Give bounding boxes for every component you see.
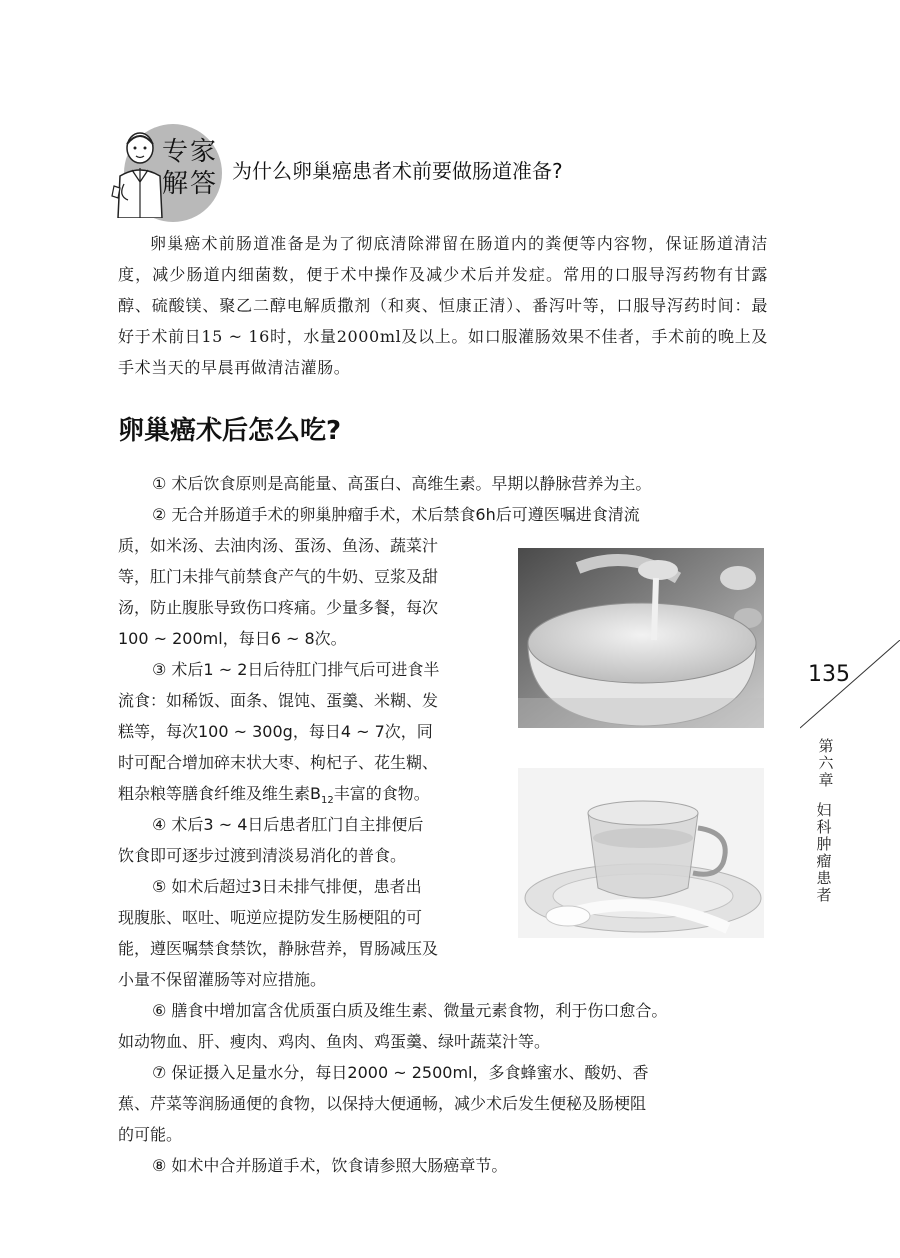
item-5-line: 小量不保留灌肠等对应措施。 bbox=[118, 970, 327, 989]
item-5-line: ⑤ 如术后超过3日未排气排便，患者出 bbox=[152, 877, 422, 896]
item-3-line: ③ 术后1 ~ 2日后待肛门排气后可进食半 bbox=[152, 660, 440, 679]
item-1 bbox=[152, 468, 651, 499]
item-4 bbox=[118, 809, 423, 871]
item-8-line: ⑧ 如术中合并肠道手术，饮食请参照大肠癌章节。 bbox=[152, 1156, 508, 1175]
intro-paragraph: 卵巢癌术前肠道准备是为了彻底清除滞留在肠道内的粪便等内容物，保证肠道清洁度，减少肠道内细菌数，便于术中操作及减少术后并发症。常用的口服导泻药物有甘露醇、硫酸镁、聚乙二醇电解质撒剂（和爽、恒康正清）、番泻叶等，口服导泻药时间：最好于术前日15 ~ 16时，水量2000ml及以上。如口服灌肠效果不佳者，手术前的晚上及手术当天的早晨再做清洁灌肠。 bbox=[118, 234, 768, 377]
item-3-line: 糕等，每次100 ~ 300g，每日4 ~ 7次，同 bbox=[118, 722, 433, 741]
honey-water-cup-photo bbox=[518, 768, 764, 938]
page-number: 135 bbox=[808, 662, 850, 687]
item-2-line: 等，肛门未排气前禁食产气的牛奶、豆浆及甜 bbox=[118, 567, 439, 586]
item-6-line: 如动物血、肝、瘦肉、鸡肉、鱼肉、鸡蛋羹、绿叶蔬菜汁等。 bbox=[118, 1032, 551, 1051]
item-4-line: 饮食即可逐步过渡到清淡易消化的普食。 bbox=[118, 846, 407, 865]
item-3-last-a: 粗杂粮等膳食纤维及维生素 bbox=[118, 784, 311, 803]
vitamin-b: B bbox=[310, 784, 321, 803]
item-5 bbox=[118, 871, 438, 995]
item-4-line: ④ 术后3 ~ 4日后患者肛门自主排便后 bbox=[152, 815, 424, 834]
item-3-line: 流食：如稀饭、面条、馄饨、蛋羹、米糊、发 bbox=[118, 691, 439, 710]
item-6 bbox=[118, 995, 667, 1057]
item-2-line: 汤，防止腹胀导致伤口疼痛。少量多餐，每次 bbox=[118, 598, 439, 617]
section-heading: 卵巢癌术后怎么吃? bbox=[118, 416, 342, 446]
item-7 bbox=[118, 1057, 648, 1150]
rice-paste-bowl-photo bbox=[518, 548, 764, 728]
chapter-label: 第六章 bbox=[818, 737, 834, 789]
doctor-icon bbox=[110, 126, 170, 218]
item-7-line: 的可能。 bbox=[118, 1125, 183, 1144]
item-3 bbox=[118, 654, 439, 816]
item-3-last-c: 丰富的食物。 bbox=[333, 784, 430, 803]
item-5-line: 现腹胀、呕吐、呃逆应提防发生肠梗阻的可 bbox=[118, 908, 423, 927]
badge-text bbox=[162, 136, 232, 200]
item-7-line: 蕉、芹菜等润肠通便的食物，以保持大便通畅，减少术后发生便秘及肠梗阻 bbox=[118, 1094, 647, 1113]
item-7-line: ⑦ 保证摄入足量水分，每日2000 ~ 2500ml，多食蜂蜜水、酸奶、香 bbox=[152, 1063, 649, 1082]
vitamin-b-subscript: 12 bbox=[321, 795, 334, 807]
item-2-line: 100 ~ 200ml，每日6 ~ 8次。 bbox=[118, 629, 347, 648]
expert-answer-badge bbox=[110, 118, 230, 218]
item-2-line: 质，如米汤、去油肉汤、蛋汤、鱼汤、蔬菜汁 bbox=[118, 536, 439, 555]
item-3-line: 时可配合增加碎末状大枣、枸杞子、花生糊、 bbox=[118, 753, 439, 772]
chapter-title: 妇科肿瘤患者 bbox=[816, 801, 832, 904]
badge-line-1: 专家 bbox=[162, 137, 219, 167]
item-8 bbox=[152, 1150, 507, 1181]
item-2-line: ② 无合并肠道手术的卵巢肿瘤手术，术后禁食6h后可遵医嘱进食清流 bbox=[152, 505, 640, 524]
badge-line-2: 解答 bbox=[162, 169, 219, 199]
question-title: 为什么卵巢癌患者术前要做肠道准备? bbox=[232, 159, 563, 183]
item-6-line: ⑥ 膳食中增加富含优质蛋白质及维生素、微量元素食物，利于伤口愈合。 bbox=[152, 1001, 668, 1020]
item-1-line: ① 术后饮食原则是高能量、高蛋白、高维生素。早期以静脉营养为主。 bbox=[152, 474, 652, 493]
item-5-line: 能，遵医嘱禁食禁饮，静脉营养，胃肠减压及 bbox=[118, 939, 439, 958]
